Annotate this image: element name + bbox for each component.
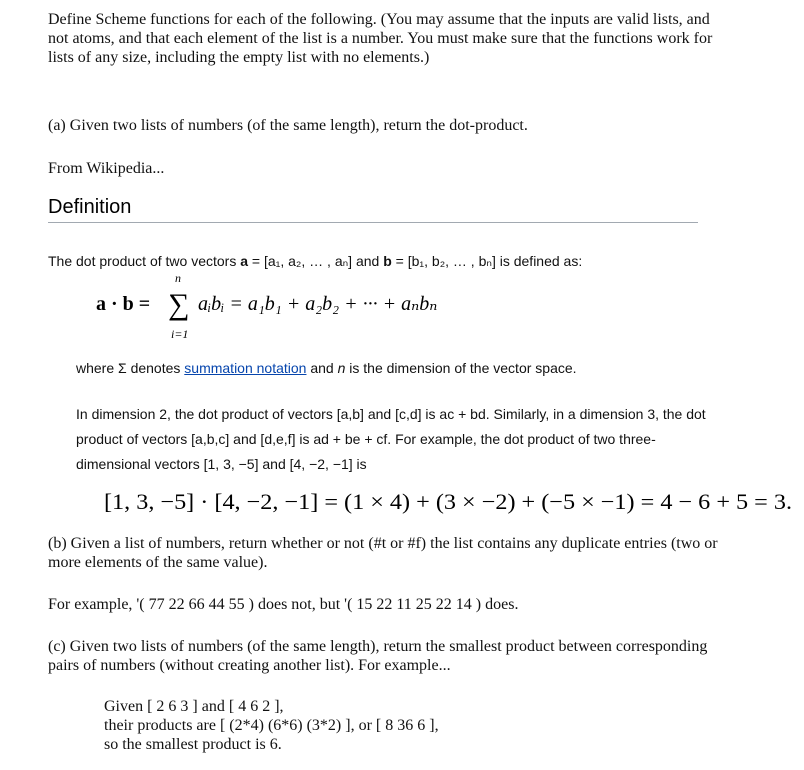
where-n-symbol: n [337,360,346,376]
part-b-paragraph: (b) Given a list of numbers, return whether or not (#t or #f) the list contains any duplicate entries (two or more elements of the same value). [48,535,718,571]
part-b-example: For example, '( 77 22 66 44 55 ) does not, but '( 15 22 11 25 22 14 ) does. [48,596,519,613]
formula-sum-lower: i=1 [171,327,189,340]
where-suffix: is the dimension of the vector space. [345,360,577,376]
part-c-result-line: so the smallest product is 6. [104,736,282,753]
from-wikipedia-text: From Wikipedia... [48,160,165,177]
vector-b-symbol: b [383,253,392,269]
example-formula-text: [1, 3, −5] · [4, −2, −1] = (1 × 4) + (3 × −2) + (−5 × −1) = 4 − 6 + 5 = 3. [104,489,792,514]
part-c-products-line: their products are [ (2*4) (6*6) (3*2) ], or [ 8 36 6 ], [104,717,439,734]
part-c-paragraph: (c) Given two lists of numbers (of the same length), return the smallest product between corresponding pairs of numbers (without creating another list). For example... [48,638,708,674]
formula-rhs: aᵢbᵢ = a₁b₁ + a₂b₂ + ··· + aₙbₙ [198,293,438,315]
vector-a-components: = [a₁, a₂, … , aₙ] and [248,253,384,269]
intro-paragraph: Define Scheme functions for each of the following. (You may assume that the inputs are valid lists, and not atoms, and that each element of the list is a number. You must make sure that the functions work for lists of any size, including the empty list with no elements.) [48,11,713,66]
part-c-example-block [104,697,439,754]
definition-text-start: The dot product of two vectors [48,253,241,269]
formula-sum-upper: n [175,271,181,285]
heading-divider [48,222,698,223]
summation-note [76,360,577,376]
part-a-paragraph: (a) Given two lists of numbers (of the same length), return the dot-product. [48,117,528,134]
where-prefix: where Σ denotes [76,360,185,376]
vector-b-components: = [b₁, b₂, … , bₙ] is defined as: [391,253,583,269]
definition-heading: Definition [48,196,132,218]
part-c-given-line: Given [ 2 6 3 ] and [ 4 6 2 ], [104,698,284,715]
example-dot-product-formula [104,482,796,518]
sigma-icon: ∑ [168,288,190,321]
formula-lhs: a · b = [96,293,151,315]
dot-product-formula [96,268,536,340]
summation-notation-link[interactable]: summation notation [184,360,307,376]
where-mid: and [306,360,338,376]
vector-a-symbol: a [240,253,249,269]
dimension-paragraph: In dimension 2, the dot product of vectors [a,b] and [c,d] is ac + bd. Similarly, in a dimension 3, the dot product of vectors [a,b,c] and [d,e,f] is ad + be + cf. For example, the dot product of two three-dimensional vectors [1, 3, −5] and [4, −2, −1] is [76,406,706,472]
